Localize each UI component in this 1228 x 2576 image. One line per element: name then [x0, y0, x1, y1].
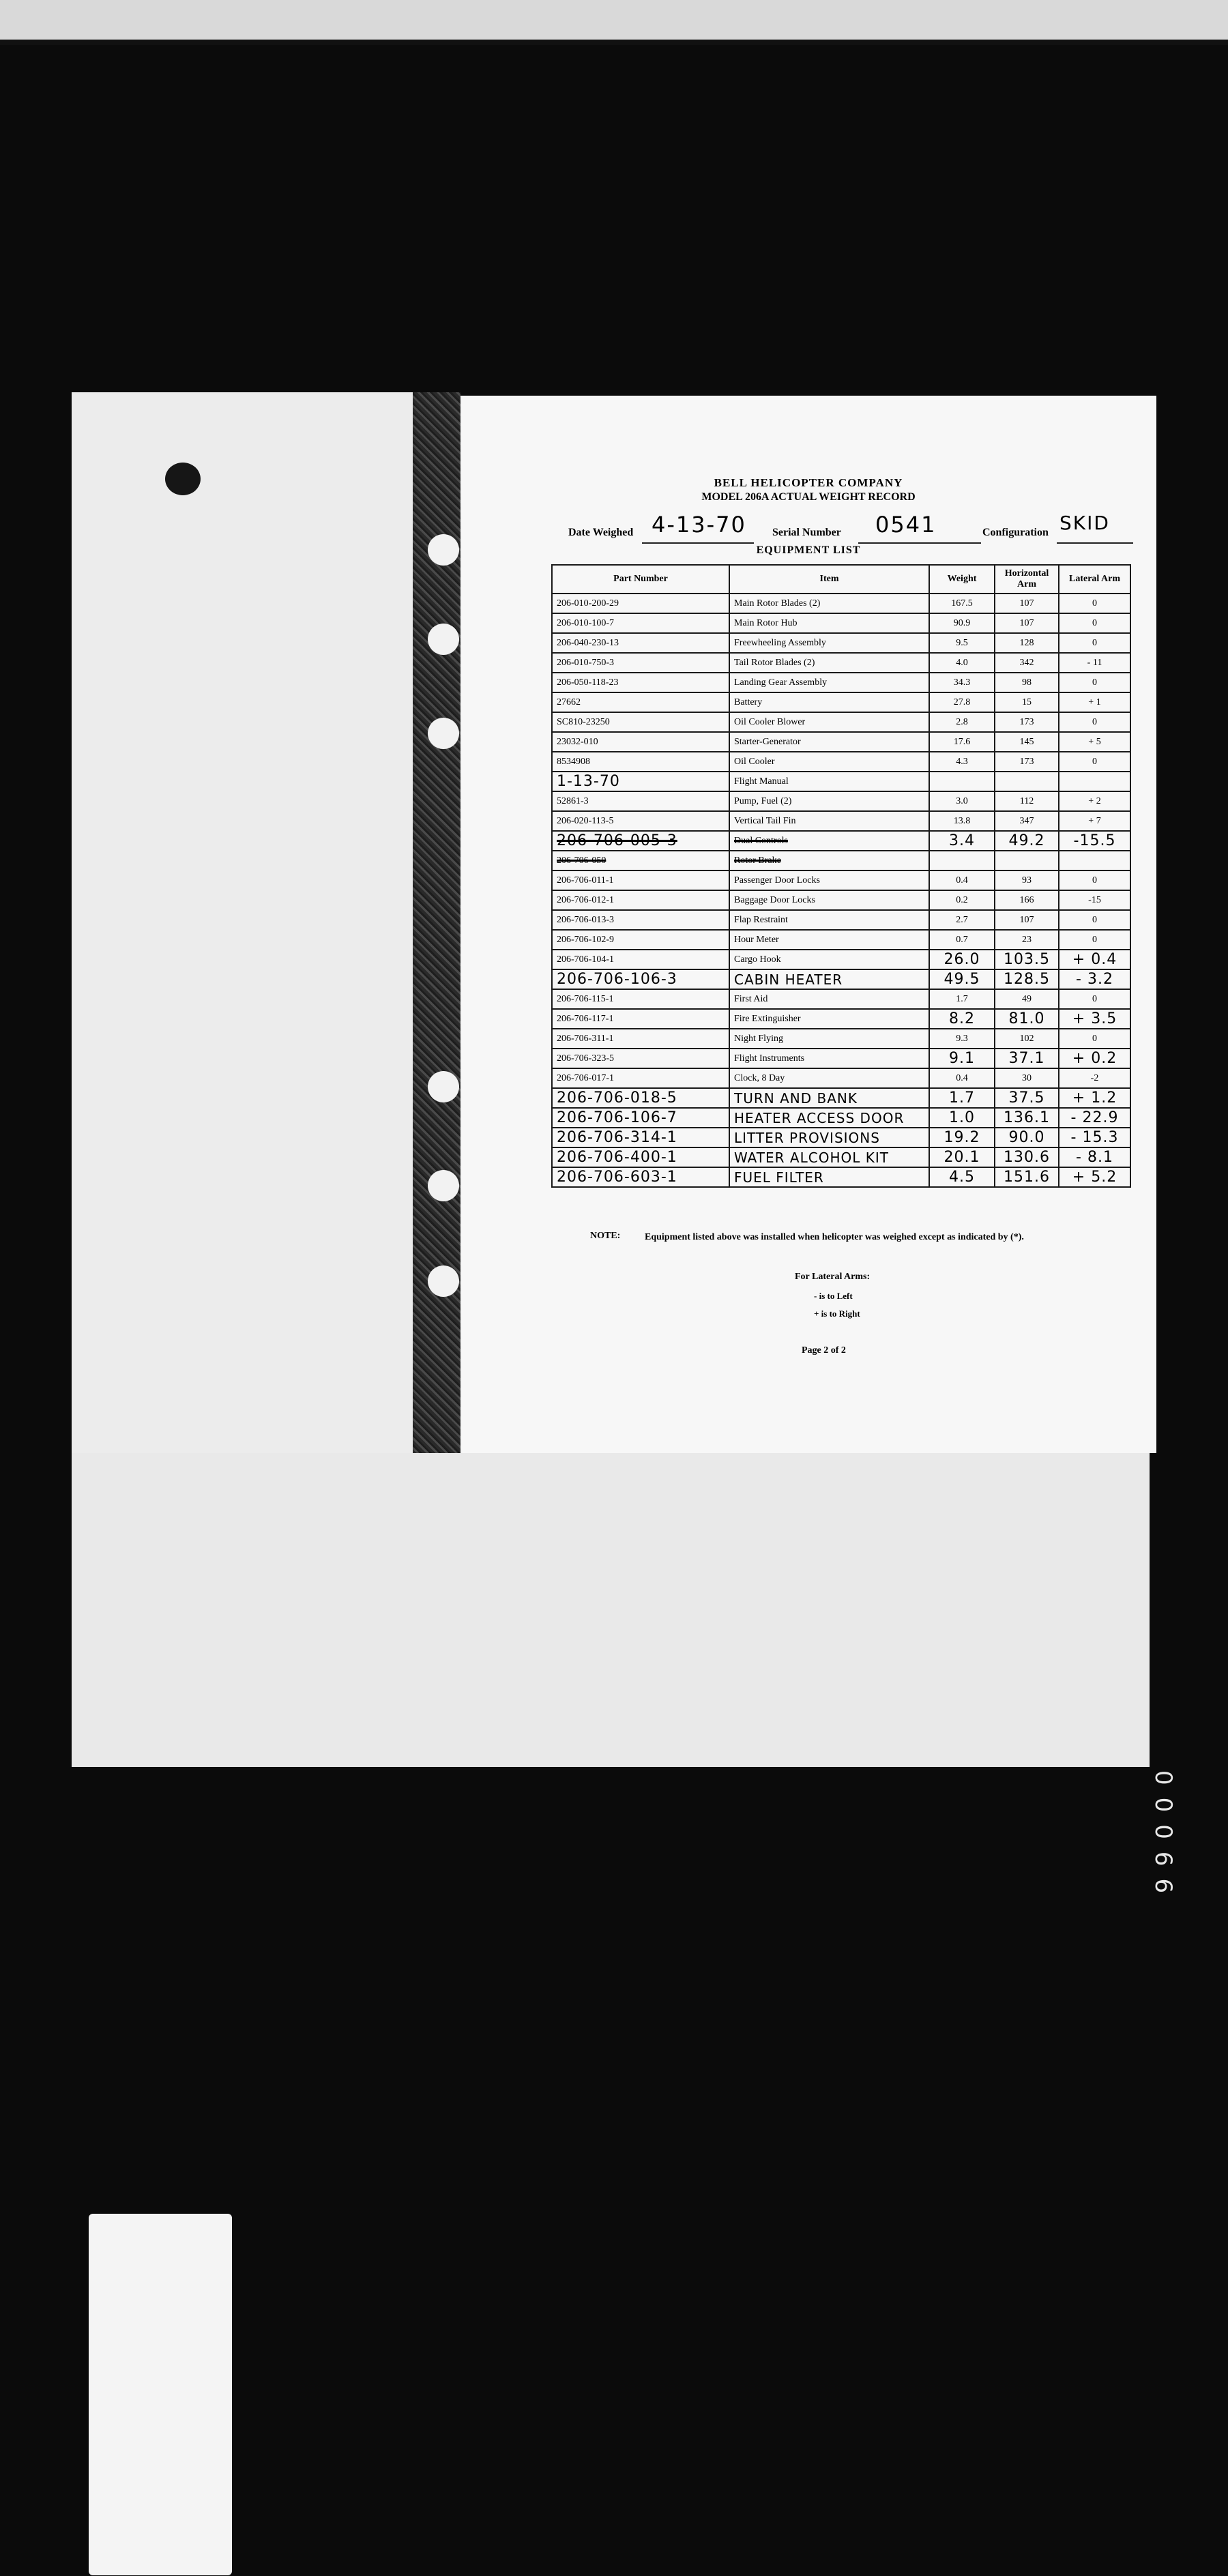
item-cell: Hour Meter [729, 930, 929, 950]
table-row [552, 1088, 1130, 1108]
part-number-cell: 206-706-311-1 [552, 1029, 729, 1049]
part-number-cell: 206-706-104-1 [552, 950, 729, 969]
date-label: Date Weighed [568, 527, 634, 538]
weight-cell: 4.3 [929, 752, 995, 772]
item-cell: Dual Controls [729, 831, 929, 851]
table-row [552, 692, 1130, 712]
lateral-arm-cell: 0 [1059, 594, 1130, 613]
header-item: Item [729, 565, 929, 594]
weight-cell: 17.6 [929, 732, 995, 752]
horizontal-arm-cell: 136.1 [995, 1108, 1059, 1128]
binder-hole [428, 1071, 459, 1102]
table-row [552, 772, 1130, 791]
film-leader-card [89, 2214, 232, 2575]
horizontal-arm-cell: 151.6 [995, 1167, 1059, 1187]
weight-cell: 20.1 [929, 1147, 995, 1167]
item-cell: WATER ALCOHOL KIT [729, 1147, 929, 1167]
header-lateral-arm: Lateral Arm [1059, 565, 1130, 594]
record-meta [460, 512, 1156, 546]
horizontal-arm-cell: 103.5 [995, 950, 1059, 969]
lateral-arm-cell: - 8.1 [1059, 1147, 1130, 1167]
horizontal-arm-cell: 130.6 [995, 1147, 1059, 1167]
lateral-arm-cell: 0 [1059, 613, 1130, 633]
item-cell: Flight Instruments [729, 1049, 929, 1068]
part-number-cell: 206-020-113-5 [552, 811, 729, 831]
weight-cell: 4.0 [929, 653, 995, 673]
part-number-cell: 206-706-005-3 [552, 831, 729, 851]
lateral-arm-cell: 0 [1059, 930, 1130, 950]
lateral-arm-cell: 0 [1059, 712, 1130, 732]
weight-cell: 2.7 [929, 910, 995, 930]
lateral-arm-cell: + 7 [1059, 811, 1130, 831]
table-row [552, 633, 1130, 653]
weight-cell: 26.0 [929, 950, 995, 969]
item-cell: Passenger Door Locks [729, 870, 929, 890]
weight-cell: 1.7 [929, 989, 995, 1009]
item-cell: Main Rotor Blades (2) [729, 594, 929, 613]
item-cell: CABIN HEATER [729, 969, 929, 989]
lateral-arm-cell: - 3.2 [1059, 969, 1130, 989]
part-number-cell: 206-010-750-3 [552, 653, 729, 673]
horizontal-arm-cell: 342 [995, 653, 1059, 673]
item-cell: Battery [729, 692, 929, 712]
part-number-cell: 206-706-102-9 [552, 930, 729, 950]
item-cell: Clock, 8 Day [729, 1068, 929, 1088]
equipment-list-title: EQUIPMENT LIST [756, 544, 861, 556]
table-row [552, 890, 1130, 910]
part-number-cell: 206-706-011-1 [552, 870, 729, 890]
table-row [552, 1167, 1130, 1187]
table-row [552, 1029, 1130, 1049]
table-row [552, 930, 1130, 950]
weight-cell [929, 851, 995, 870]
record-title: MODEL 206A ACTUAL WEIGHT RECORD [701, 491, 916, 503]
part-number-cell: 206-706-603-1 [552, 1167, 729, 1187]
table-row [552, 1068, 1130, 1088]
lateral-arms-left: - is to Left [814, 1291, 853, 1301]
weight-cell: 0.4 [929, 1068, 995, 1088]
lateral-arm-cell: - 11 [1059, 653, 1130, 673]
table-row [552, 870, 1130, 890]
part-number-cell: 206-706-314-1 [552, 1128, 729, 1147]
punch-hole-mark [165, 463, 201, 495]
part-number-cell: 206-706-017-1 [552, 1068, 729, 1088]
weight-cell: 2.8 [929, 712, 995, 732]
date-underline [642, 542, 754, 544]
horizontal-arm-cell: 23 [995, 930, 1059, 950]
item-cell: Cargo Hook [729, 950, 929, 969]
item-cell: Night Flying [729, 1029, 929, 1049]
part-number-cell: 206-010-100-7 [552, 613, 729, 633]
item-cell: Flap Restraint [729, 910, 929, 930]
horizontal-arm-cell: 173 [995, 752, 1059, 772]
part-number-cell: 8534908 [552, 752, 729, 772]
binder-hole [428, 718, 459, 749]
part-number-cell: 206-706-012-1 [552, 890, 729, 910]
lateral-arm-cell: 0 [1059, 633, 1130, 653]
weight-cell: 1.0 [929, 1108, 995, 1128]
lateral-arms-right: + is to Right [814, 1308, 860, 1319]
header-weight: Weight [929, 565, 995, 594]
item-cell: Pump, Fuel (2) [729, 791, 929, 811]
weight-cell: 49.5 [929, 969, 995, 989]
weight-cell [929, 772, 995, 791]
item-cell: Freewheeling Assembly [729, 633, 929, 653]
config-value: SKID [1059, 512, 1110, 534]
table-row [552, 1009, 1130, 1029]
weight-cell: 0.7 [929, 930, 995, 950]
horizontal-arm-cell: 112 [995, 791, 1059, 811]
weight-record-page [460, 396, 1156, 1453]
header-horizontal-arm: Horizontal Arm [995, 565, 1059, 594]
item-cell: Landing Gear Assembly [729, 673, 929, 692]
item-cell: Rotor Brake [729, 851, 929, 870]
horizontal-arm-cell: 107 [995, 594, 1059, 613]
part-number-cell: 206-706-400-1 [552, 1147, 729, 1167]
table-row [552, 1147, 1130, 1167]
part-number-cell: 206-706-018-5 [552, 1088, 729, 1108]
table-row [552, 1108, 1130, 1128]
part-number-cell: 52861-3 [552, 791, 729, 811]
table-row [552, 950, 1130, 969]
item-cell: FUEL FILTER [729, 1167, 929, 1187]
part-number-cell: 206-706-323-5 [552, 1049, 729, 1068]
item-cell: HEATER ACCESS DOOR [729, 1108, 929, 1128]
part-number-cell: SC810-23250 [552, 712, 729, 732]
horizontal-arm-cell: 173 [995, 712, 1059, 732]
horizontal-arm-cell: 15 [995, 692, 1059, 712]
horizontal-arm-cell: 30 [995, 1068, 1059, 1088]
weight-cell: 9.5 [929, 633, 995, 653]
item-cell: Tail Rotor Blades (2) [729, 653, 929, 673]
lateral-arm-cell: 0 [1059, 910, 1130, 930]
film-strip-edge [0, 40, 1228, 45]
weight-cell: 8.2 [929, 1009, 995, 1029]
item-cell: Baggage Door Locks [729, 890, 929, 910]
company-name: BELL HELICOPTER COMPANY [714, 476, 903, 489]
lateral-arm-cell: + 5.2 [1059, 1167, 1130, 1187]
serial-value: 0541 [875, 512, 937, 538]
lateral-arm-cell: + 1.2 [1059, 1088, 1130, 1108]
weight-cell: 3.0 [929, 791, 995, 811]
bottom-facing-page [72, 1453, 1150, 1767]
horizontal-arm-cell: 90.0 [995, 1128, 1059, 1147]
weight-cell: 0.2 [929, 890, 995, 910]
lateral-arm-cell: -15 [1059, 890, 1130, 910]
item-cell: Fire Extinguisher [729, 1009, 929, 1029]
weight-cell: 13.8 [929, 811, 995, 831]
item-cell: Main Rotor Hub [729, 613, 929, 633]
lateral-arm-cell: + 0.2 [1059, 1049, 1130, 1068]
horizontal-arm-cell: 128.5 [995, 969, 1059, 989]
table-row [552, 811, 1130, 831]
table-row [552, 653, 1130, 673]
serial-label: Serial Number [772, 527, 841, 538]
part-number-cell: 206-040-230-13 [552, 633, 729, 653]
weight-cell: 0.4 [929, 870, 995, 890]
part-number-cell: 206-706-013-3 [552, 910, 729, 930]
lateral-arm-cell: -15.5 [1059, 831, 1130, 851]
binder-hole [428, 1170, 459, 1201]
part-number-cell: 206-706-117-1 [552, 1009, 729, 1029]
weight-cell: 1.7 [929, 1088, 995, 1108]
item-cell: Oil Cooler [729, 752, 929, 772]
binder-hole [428, 1265, 459, 1297]
horizontal-arm-cell: 93 [995, 870, 1059, 890]
horizontal-arm-cell: 107 [995, 613, 1059, 633]
lateral-arm-cell: 0 [1059, 870, 1130, 890]
table-row [552, 712, 1130, 732]
lateral-arm-cell: - 15.3 [1059, 1128, 1130, 1147]
table-row [552, 851, 1130, 870]
part-number-cell: 1-13-70 [552, 772, 729, 791]
weight-cell: 19.2 [929, 1128, 995, 1147]
lateral-arm-cell: + 3.5 [1059, 1009, 1130, 1029]
item-cell: Starter-Generator [729, 732, 929, 752]
lateral-arm-cell: 0 [1059, 989, 1130, 1009]
horizontal-arm-cell: 98 [995, 673, 1059, 692]
horizontal-arm-cell: 37.5 [995, 1088, 1059, 1108]
table-row [552, 1049, 1130, 1068]
table-row [552, 594, 1130, 613]
weight-cell: 27.8 [929, 692, 995, 712]
table-row [552, 732, 1130, 752]
part-number-cell: 23032-010 [552, 732, 729, 752]
config-underline [1057, 542, 1133, 544]
weight-cell: 167.5 [929, 594, 995, 613]
binder-hole [428, 534, 459, 566]
lateral-arm-cell: + 2 [1059, 791, 1130, 811]
item-cell: Oil Cooler Blower [729, 712, 929, 732]
horizontal-arm-cell: 49.2 [995, 831, 1059, 851]
horizontal-arm-cell [995, 772, 1059, 791]
item-cell: LITTER PROVISIONS [729, 1128, 929, 1147]
horizontal-arm-cell: 37.1 [995, 1049, 1059, 1068]
lateral-arm-cell: + 0.4 [1059, 950, 1130, 969]
weight-cell: 4.5 [929, 1167, 995, 1187]
lateral-arm-cell: - 22.9 [1059, 1108, 1130, 1128]
horizontal-arm-cell: 102 [995, 1029, 1059, 1049]
page-number: Page 2 of 2 [802, 1345, 846, 1356]
equipment-table [551, 564, 1131, 1188]
part-number-cell: 206-050-118-23 [552, 673, 729, 692]
horizontal-arm-cell [995, 851, 1059, 870]
film-top-band [0, 0, 1228, 42]
weight-cell: 3.4 [929, 831, 995, 851]
table-row [552, 831, 1130, 851]
weight-cell: 9.3 [929, 1029, 995, 1049]
horizontal-arm-cell: 347 [995, 811, 1059, 831]
table-row [552, 613, 1130, 633]
item-cell: Flight Manual [729, 772, 929, 791]
horizontal-arm-cell: 128 [995, 633, 1059, 653]
weight-cell: 34.3 [929, 673, 995, 692]
horizontal-arm-cell: 145 [995, 732, 1059, 752]
serial-underline [858, 542, 981, 544]
date-value: 4-13-70 [652, 512, 746, 538]
lateral-arm-cell: -2 [1059, 1068, 1130, 1088]
part-number-cell: 206-706-106-7 [552, 1108, 729, 1128]
frame-number: 00066 [1150, 1770, 1177, 1906]
weight-cell: 90.9 [929, 613, 995, 633]
part-number-cell: 206-706-050 [552, 851, 729, 870]
part-number-cell: 206-706-115-1 [552, 989, 729, 1009]
lateral-arms-title: For Lateral Arms: [795, 1272, 871, 1282]
header-part-number: Part Number [552, 565, 729, 594]
table-header-row [552, 565, 1130, 594]
table-row [552, 791, 1130, 811]
table-row [552, 1128, 1130, 1147]
lateral-arm-cell: + 5 [1059, 732, 1130, 752]
horizontal-arm-cell: 107 [995, 910, 1059, 930]
table-row [552, 969, 1130, 989]
table-row [552, 752, 1130, 772]
weight-cell: 9.1 [929, 1049, 995, 1068]
part-number-cell: 206-010-200-29 [552, 594, 729, 613]
lateral-arm-cell: + 1 [1059, 692, 1130, 712]
horizontal-arm-cell: 81.0 [995, 1009, 1059, 1029]
item-cell: Vertical Tail Fin [729, 811, 929, 831]
table-row [552, 910, 1130, 930]
item-cell: TURN AND BANK [729, 1088, 929, 1108]
lateral-arm-cell: 0 [1059, 752, 1130, 772]
table-row [552, 989, 1130, 1009]
lateral-arm-cell [1059, 851, 1130, 870]
horizontal-arm-cell: 49 [995, 989, 1059, 1009]
note-label: NOTE: [590, 1231, 621, 1241]
binder-hole [428, 624, 459, 655]
lateral-arm-cell [1059, 772, 1130, 791]
table-row [552, 673, 1130, 692]
part-number-cell: 206-706-106-3 [552, 969, 729, 989]
config-label: Configuration [982, 527, 1049, 538]
item-cell: First Aid [729, 989, 929, 1009]
horizontal-arm-cell: 166 [995, 890, 1059, 910]
lateral-arm-cell: 0 [1059, 673, 1130, 692]
note-text: Equipment listed above was installed when helicopter was weighed except as indicated by (*). [645, 1232, 1024, 1242]
part-number-cell: 27662 [552, 692, 729, 712]
lateral-arm-cell: 0 [1059, 1029, 1130, 1049]
